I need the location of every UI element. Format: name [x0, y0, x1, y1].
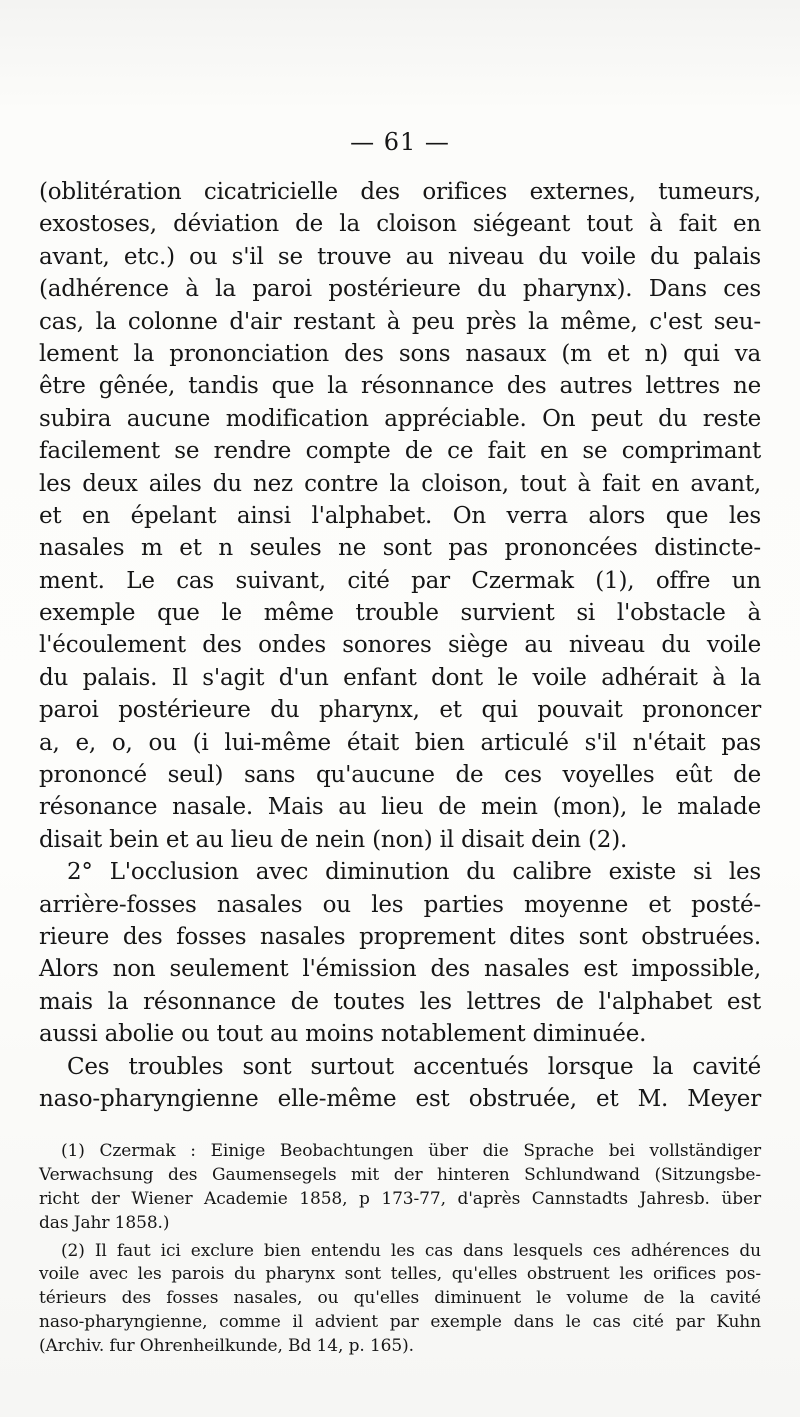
- footnote-line: naso-pharyngienne, comme il advient par exemple dans le cas cité par Kuhn: [39, 1312, 761, 1333]
- footnote-line: richt der Wiener Academie 1858, p 173-77, d'après Cannstadts Jahresb. über: [39, 1188, 761, 1209]
- text-line: subira aucune modification appréciable. On peut du reste: [39, 405, 761, 432]
- footnote-line: das Jahr 1858.): [39, 1212, 170, 1233]
- text-line: cas, la colonne d'air restant à peu près la même, c'est seu-: [39, 308, 761, 335]
- text-line: Alors non seulement l'émission des nasales est impossible,: [39, 956, 761, 983]
- text-line: (oblitération cicatricielle des orifices externes, tumeurs,: [39, 179, 761, 205]
- text-line: exemple que le même trouble survient si l'obstacle à: [39, 600, 761, 627]
- text-line: être gênée, tandis que la résonnance des autres lettres ne: [39, 373, 761, 400]
- text-line: Ces troubles sont surtout accentués lorsque la cavité: [67, 1053, 761, 1080]
- text-line: du palais. Il s'agit d'un enfant dont le voile adhérait à la: [39, 664, 761, 691]
- text-line: a, e, o, ou (i lui-même était bien articulé s'il n'était pas: [39, 729, 761, 756]
- text-line: nasales m et n seules ne sont pas prononcées distincte-: [39, 535, 761, 562]
- text-line: et en épelant ainsi l'alphabet. On verra alors que les: [39, 502, 761, 529]
- footnote-line: (Archiv. fur Ohrenheilkunde, Bd 14, p. 165).: [39, 1336, 414, 1357]
- footnote-line: térieurs des fosses nasales, ou qu'elles diminuent le volume de la cavité: [39, 1288, 761, 1309]
- text-line: facilement se rendre compte de ce fait en se comprimant: [39, 438, 761, 465]
- footnote-line: (1) Czermak : Einige Beobachtungen über die Sprache bei vollständiger: [61, 1141, 761, 1161]
- body-text: [39, 176, 761, 1115]
- text-line: avant, etc.) ou s'il se trouve au niveau du voile du palais: [39, 243, 761, 270]
- text-line: aussi abolie ou tout au moins notablement diminuée.: [39, 1021, 647, 1048]
- text-line: naso-pharyngienne elle-même est obstruée, et M. Meyer: [39, 1085, 761, 1112]
- text-line: mais la résonnance de toutes les lettres de l'alphabet est: [39, 988, 761, 1015]
- page-number: — 61 —: [350, 128, 450, 156]
- footnotes: [39, 1140, 761, 1359]
- text-line: ment. Le cas suivant, cité par Czermak (1), offre un: [39, 567, 761, 594]
- text-line: arrière-fosses nasales ou les parties moyenne et posté-: [39, 891, 761, 918]
- text-line: disait bein et au lieu de nein (non) il disait dein (2).: [39, 826, 628, 853]
- footnote-line: Verwachsung des Gaumensegels mit der hinteren Schlundwand (Sitzungsbe-: [39, 1164, 761, 1185]
- text-line: (adhérence à la paroi postérieure du pharynx). Dans ces: [39, 276, 761, 303]
- text-line: prononcé seul) sans qu'aucune de ces voyelles eût de: [39, 762, 761, 789]
- text-line: l'écoulement des ondes sonores siège au niveau du voile: [39, 632, 761, 659]
- text-line: 2° L'occlusion avec diminution du calibre existe si les: [67, 859, 761, 886]
- text-line: résonance nasale. Mais au lieu de mein (mon), le malade: [39, 794, 761, 821]
- text-line: paroi postérieure du pharynx, et qui pouvait prononcer: [39, 697, 761, 724]
- text-line: les deux ailes du nez contre la cloison, tout à fait en avant,: [39, 470, 761, 497]
- footnote-line: (2) Il faut ici exclure bien entendu les cas dans lesquels ces adhérences du: [61, 1240, 761, 1261]
- footnote-line: voile avec les parois du pharynx sont telles, qu'elles obstruent les orifices pos-: [39, 1264, 761, 1285]
- text-line: exostoses, déviation de la cloison siégeant tout à fait en: [39, 211, 761, 238]
- text-line: lement la prononciation des sons nasaux (m et n) qui va: [39, 340, 761, 367]
- text-line: rieure des fosses nasales proprement dites sont obstruées.: [39, 923, 761, 950]
